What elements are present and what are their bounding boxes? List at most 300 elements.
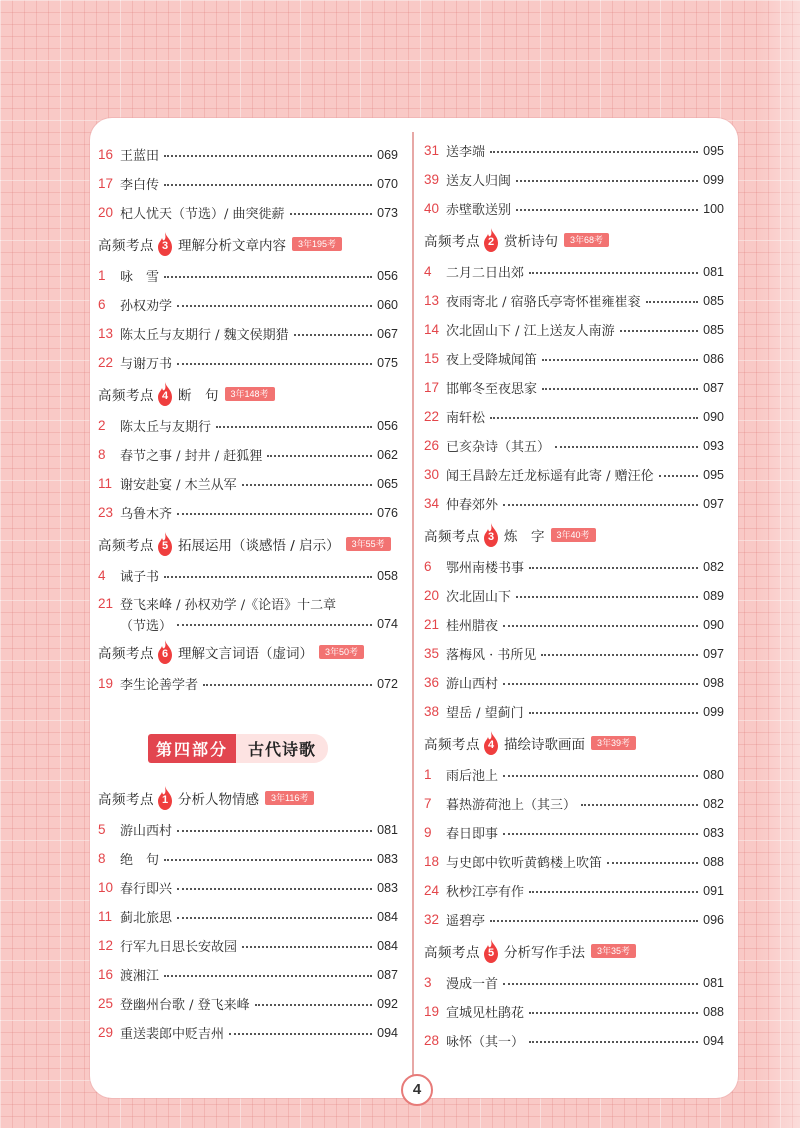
entry-number: 9 xyxy=(424,825,432,840)
entry-number: 13 xyxy=(424,293,440,308)
entry-title: 遥碧亭 xyxy=(446,914,486,929)
dot-leader xyxy=(659,475,698,477)
entry-page: 058 xyxy=(377,568,398,583)
frequency-badge: 3年40考 xyxy=(551,528,596,542)
entry-page: 056 xyxy=(377,418,398,433)
dot-leader xyxy=(242,484,372,486)
entry-page: 083 xyxy=(703,825,724,840)
entry-title: 李白传 xyxy=(120,178,160,193)
dot-leader xyxy=(529,1012,698,1014)
flame-icon xyxy=(483,523,499,547)
section-topic: 理解分析文章内容 xyxy=(178,238,286,254)
entry-number: 32 xyxy=(424,912,440,927)
entry-number: 2 xyxy=(98,418,106,433)
dot-leader xyxy=(229,1033,372,1035)
frequency-badge: 3年50考 xyxy=(319,645,364,659)
entry-title: 渡湘江 xyxy=(120,969,160,984)
entry-title: 漫成一首 xyxy=(446,977,499,992)
section-label: 高频考点 xyxy=(424,234,480,250)
dot-leader xyxy=(164,975,372,977)
entry-page: 084 xyxy=(377,938,398,953)
entry-number: 7 xyxy=(424,796,432,811)
section-label: 高频考点 xyxy=(424,737,480,753)
entry-title: 李生论善学者 xyxy=(120,678,199,693)
dot-leader xyxy=(555,446,698,448)
entry-number: 5 xyxy=(98,822,106,837)
section-heading xyxy=(424,934,724,968)
toc-entry[interactable] xyxy=(98,561,398,590)
dot-leader xyxy=(503,625,698,627)
entry-page: 099 xyxy=(703,172,724,187)
section-topic: 拓展运用（谈感悟 / 启示） xyxy=(178,538,340,554)
dot-leader xyxy=(529,1041,698,1043)
toc-entry[interactable] xyxy=(98,844,398,873)
section-number: 6 xyxy=(161,648,169,660)
entry-number: 34 xyxy=(424,496,440,511)
entry-number: 39 xyxy=(424,172,440,187)
entry-page: 076 xyxy=(377,505,398,520)
entry-title: 次北固山下 / 江上送友人南游 xyxy=(446,324,615,339)
entry-number: 21 xyxy=(424,617,440,632)
dot-leader xyxy=(620,330,698,332)
entry-number: 19 xyxy=(424,1004,440,1019)
entry-title: 仲春郊外 xyxy=(446,498,499,513)
entry-title: 重送裴郎中贬吉州 xyxy=(120,1027,225,1042)
dot-leader xyxy=(529,891,698,893)
toc-entry[interactable] xyxy=(424,315,724,344)
toc-entry[interactable] xyxy=(424,818,724,847)
entry-page: 074 xyxy=(377,617,398,631)
entry-number: 11 xyxy=(98,476,113,491)
entry-page: 081 xyxy=(703,264,724,279)
part-title: 古代诗歌 xyxy=(236,734,328,763)
entry-title: 绝 句 xyxy=(120,853,160,868)
entry-title: 咏怀（其一） xyxy=(446,1035,525,1050)
toc-entry[interactable] xyxy=(424,968,724,997)
toc-entry[interactable] xyxy=(98,815,398,844)
toc-entry[interactable] xyxy=(98,960,398,989)
toc-entry[interactable] xyxy=(424,460,724,489)
entry-title: 邯郸冬至夜思家 xyxy=(446,382,538,397)
entry-number: 4 xyxy=(98,568,106,583)
entry-title: 闻王昌龄左迁龙标遥有此寄 / 赠汪伦 xyxy=(446,469,654,484)
entry-number: 20 xyxy=(424,588,440,603)
section-label: 高频考点 xyxy=(98,388,154,404)
section-heading xyxy=(98,635,398,669)
entry-number: 22 xyxy=(98,355,114,370)
flame-icon xyxy=(483,731,499,755)
dot-leader xyxy=(267,455,372,457)
dot-leader xyxy=(541,654,698,656)
entry-number: 38 xyxy=(424,704,440,719)
right-column xyxy=(424,136,724,1055)
entry-title: （节选） xyxy=(120,618,173,634)
dot-leader xyxy=(216,426,372,428)
entry-page: 083 xyxy=(377,851,398,866)
dot-leader xyxy=(646,301,698,303)
dot-leader xyxy=(542,388,698,390)
dot-leader xyxy=(503,775,698,777)
entry-number: 29 xyxy=(98,1025,114,1040)
entry-number: 16 xyxy=(98,147,114,162)
toc-entry[interactable] xyxy=(98,1018,398,1047)
dot-leader xyxy=(503,683,698,685)
entry-page: 098 xyxy=(703,675,724,690)
entry-title: 乌鲁木齐 xyxy=(120,507,173,522)
entry-page: 073 xyxy=(377,205,398,220)
dot-leader xyxy=(516,209,698,211)
entry-title: 王蓝田 xyxy=(120,149,160,164)
toc-entry[interactable] xyxy=(424,1026,724,1055)
toc-entry[interactable] xyxy=(424,905,724,934)
entry-title: 落梅风 · 书所见 xyxy=(446,648,537,663)
toc-entry[interactable] xyxy=(424,997,724,1026)
toc-entry[interactable] xyxy=(424,789,724,818)
entry-title: 已亥杂诗（其五） xyxy=(446,440,551,455)
toc-entry[interactable] xyxy=(98,261,398,290)
entry-number: 13 xyxy=(98,326,114,341)
entry-page: 080 xyxy=(703,767,724,782)
entry-title: 游山西村 xyxy=(446,677,499,692)
entry-page: 070 xyxy=(377,176,398,191)
toc-entry[interactable] xyxy=(98,140,398,169)
entry-page: 097 xyxy=(703,496,724,511)
dot-leader xyxy=(529,712,698,714)
entry-page: 090 xyxy=(703,617,724,632)
entry-number: 1 xyxy=(98,268,106,283)
dot-leader xyxy=(164,859,372,861)
entry-page: 094 xyxy=(377,1025,398,1040)
toc-entry[interactable] xyxy=(98,873,398,902)
toc-entry[interactable] xyxy=(424,136,724,165)
toc-entry[interactable] xyxy=(424,402,724,431)
entry-title: 春行即兴 xyxy=(120,882,173,897)
entry-title: 春节之事 / 封井 / 赶狐狸 xyxy=(120,449,263,464)
entry-number: 23 xyxy=(98,505,114,520)
toc-entry[interactable] xyxy=(98,319,398,348)
toc-entry[interactable] xyxy=(98,348,398,377)
entry-number: 14 xyxy=(424,322,440,337)
section-topic: 分析写作手法 xyxy=(504,945,585,961)
entry-page: 088 xyxy=(703,1004,724,1019)
dot-leader xyxy=(164,276,372,278)
toc-entry[interactable] xyxy=(424,489,724,518)
entry-title: 秋杪江亭有作 xyxy=(446,885,525,900)
entry-title: 送友人归闽 xyxy=(446,174,512,189)
dot-leader xyxy=(177,830,372,832)
frequency-badge: 3年116考 xyxy=(265,791,314,805)
toc-entry[interactable] xyxy=(98,669,398,698)
frequency-badge: 3年148考 xyxy=(225,387,275,401)
entry-page: 090 xyxy=(703,409,724,424)
entry-number: 15 xyxy=(424,351,440,366)
entry-number: 17 xyxy=(98,176,114,191)
dot-leader xyxy=(177,363,372,365)
entry-number: 19 xyxy=(98,676,114,691)
section-label: 高频考点 xyxy=(98,538,154,554)
entry-page: 095 xyxy=(703,143,724,158)
toc-entry[interactable] xyxy=(424,194,724,223)
page-number: 4 xyxy=(401,1074,433,1106)
toc-entry[interactable] xyxy=(424,581,724,610)
entry-page: 060 xyxy=(377,297,398,312)
dot-leader xyxy=(177,305,372,307)
entry-page: 069 xyxy=(377,147,398,162)
dot-leader xyxy=(177,624,372,626)
toc-entry[interactable] xyxy=(98,440,398,469)
dot-leader xyxy=(203,684,372,686)
toc-entry[interactable] xyxy=(424,431,724,460)
section-number: 1 xyxy=(161,794,169,806)
entry-title: 二月二日出郊 xyxy=(446,266,525,281)
entry-title: 行军九日思长安故园 xyxy=(120,940,238,955)
dot-leader xyxy=(177,888,372,890)
entry-page: 087 xyxy=(377,967,398,982)
dot-leader xyxy=(516,180,698,182)
toc-entry[interactable] xyxy=(424,876,724,905)
entry-page: 099 xyxy=(703,704,724,719)
entry-title: 咏 雪 xyxy=(120,270,160,285)
section-topic: 分析人物情感 xyxy=(178,792,259,808)
section-label: 高频考点 xyxy=(98,238,154,254)
entry-title: 送李端 xyxy=(446,145,486,160)
entry-number: 12 xyxy=(98,938,114,953)
entry-number: 18 xyxy=(424,854,440,869)
dot-leader xyxy=(490,920,698,922)
toc-entry[interactable] xyxy=(424,165,724,194)
dot-leader xyxy=(177,917,372,919)
entry-number: 36 xyxy=(424,675,440,690)
toc-entry[interactable] xyxy=(98,469,398,498)
section-label: 高频考点 xyxy=(424,529,480,545)
entry-title: 诫子书 xyxy=(120,570,160,585)
entry-number: 16 xyxy=(98,967,114,982)
entry-title: 孙权劝学 xyxy=(120,299,173,314)
entry-page: 087 xyxy=(703,380,724,395)
flame-icon xyxy=(157,232,173,256)
dot-leader xyxy=(503,504,698,506)
flame-icon xyxy=(483,939,499,963)
entry-page: 084 xyxy=(377,909,398,924)
toc-entry[interactable] xyxy=(98,198,398,227)
section-number: 3 xyxy=(487,531,495,543)
entry-number: 4 xyxy=(424,264,432,279)
frequency-badge: 3年55考 xyxy=(346,537,391,551)
entry-title: 登飞来峰 / 孙权劝学 /《论语》十二章 xyxy=(120,598,337,613)
section-heading xyxy=(424,726,724,760)
left-column-part4 xyxy=(98,781,398,1047)
entry-title: 与谢万书 xyxy=(120,357,173,372)
section-topic: 断 句 xyxy=(178,388,219,404)
entry-page: 065 xyxy=(377,476,398,491)
toc-entry[interactable] xyxy=(424,257,724,286)
entry-number: 6 xyxy=(98,297,106,312)
entry-page: 085 xyxy=(703,322,724,337)
entry-number: 20 xyxy=(98,205,114,220)
section-heading xyxy=(424,223,724,257)
section-heading xyxy=(98,781,398,815)
frequency-badge: 3年35考 xyxy=(591,944,636,958)
entry-page: 082 xyxy=(703,559,724,574)
toc-entry[interactable] xyxy=(424,373,724,402)
toc-entry[interactable] xyxy=(98,290,398,319)
section-number: 5 xyxy=(487,947,495,959)
entry-title: 游山西村 xyxy=(120,824,173,839)
section-number: 4 xyxy=(487,739,495,751)
section-number: 3 xyxy=(161,240,169,252)
entry-page: 081 xyxy=(703,975,724,990)
part-four-banner xyxy=(148,733,328,763)
toc-entry[interactable] xyxy=(424,668,724,697)
entry-number: 22 xyxy=(424,409,440,424)
section-topic: 炼 字 xyxy=(504,529,545,545)
entry-page: 083 xyxy=(377,880,398,895)
dot-leader xyxy=(503,983,698,985)
entry-title: 夜雨寄北 / 宿骆氏亭寄怀崔雍崔衮 xyxy=(446,295,641,310)
dot-leader xyxy=(164,184,372,186)
entry-number: 6 xyxy=(424,559,432,574)
entry-title: 雨后池上 xyxy=(446,769,499,784)
entry-title: 宣城见杜鹃花 xyxy=(446,1006,525,1021)
entry-page: 089 xyxy=(703,588,724,603)
entry-title: 望岳 / 望蓟门 xyxy=(446,706,524,721)
entry-title: 桂州腊夜 xyxy=(446,619,499,634)
entry-number: 26 xyxy=(424,438,440,453)
entry-page: 092 xyxy=(377,996,398,1011)
entry-number: 25 xyxy=(98,996,114,1011)
dot-leader xyxy=(542,359,698,361)
dot-leader xyxy=(581,804,698,806)
entry-title: 暮热游荷池上（其三） xyxy=(446,798,577,813)
toc-entry[interactable] xyxy=(98,498,398,527)
section-number: 5 xyxy=(161,540,169,552)
toc-entry[interactable] xyxy=(98,931,398,960)
entry-page: 097 xyxy=(703,646,724,661)
entry-number: 21 xyxy=(98,596,114,611)
entry-title: 陈太丘与友期行 xyxy=(120,420,212,435)
section-number: 4 xyxy=(161,390,169,402)
section-heading xyxy=(424,518,724,552)
toc-entry[interactable] xyxy=(424,286,724,315)
dot-leader xyxy=(503,833,698,835)
entry-number: 8 xyxy=(98,447,106,462)
column-divider xyxy=(412,132,414,1082)
frequency-badge: 3年68考 xyxy=(564,233,609,247)
entry-title: 赤壁歌送别 xyxy=(446,203,512,218)
entry-number: 35 xyxy=(424,646,440,661)
toc-entry[interactable] xyxy=(424,639,724,668)
entry-page: 072 xyxy=(377,676,398,691)
entry-number: 30 xyxy=(424,467,440,482)
flame-icon xyxy=(157,640,173,664)
entry-number: 40 xyxy=(424,201,440,216)
entry-title: 谢安赴宴 / 木兰从军 xyxy=(120,478,237,493)
toc-entry[interactable] xyxy=(98,411,398,440)
entry-number: 11 xyxy=(98,909,113,924)
entry-title: 杞人忧天（节选）/ 曲突徙薪 xyxy=(120,207,285,222)
entry-page: 094 xyxy=(703,1033,724,1048)
entry-title: 蓟北旅思 xyxy=(120,911,173,926)
dot-leader xyxy=(242,946,372,948)
entry-page: 088 xyxy=(703,854,724,869)
entry-title: 与史郎中钦听黄鹤楼上吹笛 xyxy=(446,856,603,871)
entry-page: 095 xyxy=(703,467,724,482)
dot-leader xyxy=(516,596,698,598)
dot-leader xyxy=(607,862,698,864)
entry-page: 082 xyxy=(703,796,724,811)
section-heading xyxy=(98,527,398,561)
dot-leader xyxy=(290,213,373,215)
entry-number: 1 xyxy=(424,767,432,782)
section-heading xyxy=(98,377,398,411)
section-number: 2 xyxy=(487,236,495,248)
toc-entry-continuation[interactable] xyxy=(98,613,398,635)
dot-leader xyxy=(164,576,372,578)
page-edge-shade xyxy=(760,0,800,1128)
section-topic: 赏析诗句 xyxy=(504,234,558,250)
toc-entry[interactable] xyxy=(424,697,724,726)
dot-leader xyxy=(490,151,698,153)
section-heading xyxy=(98,227,398,261)
toc-entry[interactable] xyxy=(98,169,398,198)
left-column xyxy=(98,140,398,698)
dot-leader xyxy=(177,513,372,515)
entry-page: 062 xyxy=(377,447,398,462)
entry-page: 093 xyxy=(703,438,724,453)
entry-title: 次北固山下 xyxy=(446,590,512,605)
flame-icon xyxy=(157,786,173,810)
flame-icon xyxy=(483,228,499,252)
toc-entry[interactable] xyxy=(424,552,724,581)
dot-leader xyxy=(529,567,698,569)
entry-page: 075 xyxy=(377,355,398,370)
entry-page: 056 xyxy=(377,268,398,283)
entry-number: 28 xyxy=(424,1033,440,1048)
toc-entry[interactable] xyxy=(424,847,724,876)
entry-title: 登幽州台歌 / 登飞来峰 xyxy=(120,998,250,1013)
toc-entry[interactable] xyxy=(98,989,398,1018)
entry-page: 096 xyxy=(703,912,724,927)
entry-title: 夜上受降城闻笛 xyxy=(446,353,538,368)
entry-page: 085 xyxy=(703,293,724,308)
toc-entry[interactable] xyxy=(424,610,724,639)
entry-number: 24 xyxy=(424,883,440,898)
entry-title: 春日即事 xyxy=(446,827,499,842)
section-topic: 描绘诗歌画面 xyxy=(504,737,585,753)
dot-leader xyxy=(294,334,372,336)
entry-number: 3 xyxy=(424,975,432,990)
dot-leader xyxy=(529,272,698,274)
entry-number: 8 xyxy=(98,851,106,866)
entry-page: 067 xyxy=(377,326,398,341)
toc-entry[interactable] xyxy=(98,902,398,931)
entry-page: 100 xyxy=(703,201,724,216)
section-topic: 理解文言词语（虚词） xyxy=(178,646,313,662)
frequency-badge: 3年195考 xyxy=(292,237,342,251)
section-label: 高频考点 xyxy=(98,792,154,808)
entry-number: 31 xyxy=(424,143,440,158)
dot-leader xyxy=(164,155,372,157)
entry-title: 陈太丘与友期行 / 魏文侯期猎 xyxy=(120,328,289,343)
entry-page: 081 xyxy=(377,822,398,837)
entry-title: 鄂州南楼书事 xyxy=(446,561,525,576)
toc-entry[interactable] xyxy=(424,344,724,373)
entry-page: 091 xyxy=(703,883,724,898)
toc-entry[interactable] xyxy=(424,760,724,789)
dot-leader xyxy=(490,417,698,419)
section-label: 高频考点 xyxy=(424,945,480,961)
entry-number: 17 xyxy=(424,380,440,395)
